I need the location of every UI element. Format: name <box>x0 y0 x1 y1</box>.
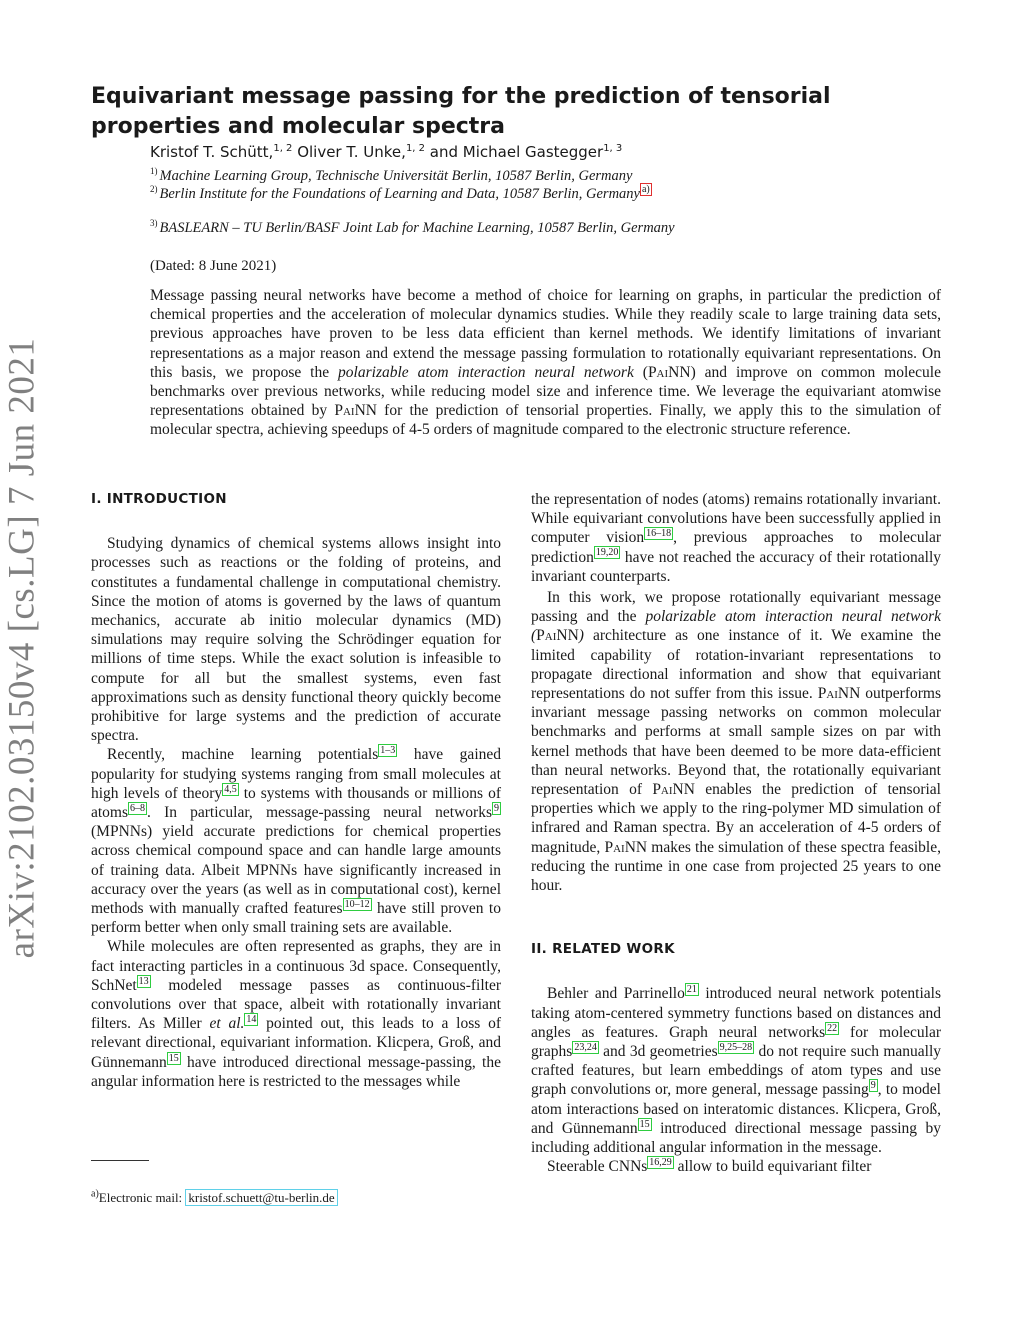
citation-link[interactable]: 16,29 <box>649 1157 672 1169</box>
section-heading-introduction: I. INTRODUCTION <box>91 491 227 507</box>
date-line: (Dated: 8 June 2021) <box>150 258 277 274</box>
left-column <box>91 490 501 1091</box>
citation-link[interactable]: 10–12 <box>344 898 370 910</box>
citation-link[interactable]: 13 <box>138 975 149 987</box>
citation-link[interactable]: 22 <box>827 1022 838 1034</box>
abstract: Message passing neural networks have become a method of choice for learning on graphs, in particular the prediction of chemical properties and the acceleration of molecular dynamics studies. While they readily scale to large training data sets, previous approaches have proven to be less data efficient than kernel methods. We identify limitations of invariant representations as a major reason and extend the message passing formulation to rotationally equivariant representations. On this basis, we propose the polarizable atom interaction neural network (PaiNN) and improve on common molecule benchmarks over previous networks, while reducing model size and inference time. We leverage the equivariant atomwise representations obtained by PaiNN for the prediction of tensorial properties. Finally, we apply this to the simulation of molecular spectra, achieving speedups of 4-5 orders of magnitude compared to the electronic structure reference. <box>150 287 941 439</box>
citation-link[interactable]: 19,20 <box>595 547 619 559</box>
citation-link[interactable]: 6–8 <box>130 802 146 814</box>
citation-link[interactable]: 9,25–28 <box>719 1041 753 1053</box>
related-paragraph-1: Behler and Parrinello $^{21}$ introduced neural network potentials taking atom-centered symmetry functions based on distances and angles as features. Graph neural networks $^{22}$ for molecular graphs $^{23,24}$ and 3d geometries $^{9,25-28}$ do not require such manually crafted features, but learn embeddings of atom types and use graph convolutions or, more general, message passing $^9$ , to model atom interactions based on interatomic distances. Klicpera, Groß, and Günnemann $^{15}$ introduced directional message passing by including additional angular information in the message. <box>531 984 941 1157</box>
citation-link[interactable]: 9 <box>870 1080 876 1092</box>
author-1: Kristof T. Schütt, <box>150 143 274 161</box>
affiliation-3: $^{3)}$ BASLEARN – TU Berlin/BASF Joint Lab for Machine Learning, 10587 Berlin, Germany <box>150 218 675 236</box>
author-list: Kristof T. Schütt,$^{1, 2}$ Oliver T. Unke,$^{1, 2}$ and Michael Gastegger$^{1, 3}$ <box>150 143 623 161</box>
email-link[interactable]: kristof.schuett@tu-berlin.de <box>185 1189 337 1206</box>
citation-link[interactable]: 21 <box>686 984 697 996</box>
citation-link[interactable]: 15 <box>639 1118 650 1130</box>
citation-link[interactable]: 23,24 <box>574 1041 597 1053</box>
intro-paragraph-3-cont: the representation of nodes (atoms) remains rotationally invariant. While equivariant convolutions have been successfully applied in computer vision $^{16-18}$ , previous approaches to molecular prediction $^{19,20}$ have not reached the accuracy of their rotationally invariant counterparts. <box>531 491 941 585</box>
footnote: $^{a)}$Electronic mail: kristof.schuett@tu-berlin.de <box>91 1190 338 1206</box>
intro-paragraph-4: In this work, we propose rotationally equivariant message passing and the polarizable atom interaction neural network (PaiNN) architecture as one instance of it. We examine the limited capability of rotation-invariant representations to propagate directional information and show that equivariant representations do not suffer from this issue. PaiNN outperforms invariant message passing networks on common molecular benchmarks and performs at small sample sizes on par with kernel methods that have been deemed to be more data-efficient than neural networks. Beyond that, the rotationally equivariant representation of PaiNN enables the prediction of tensorial properties which we apply to the ring-polymer MD simulation of infrared and Raman spectra. By an acceleration of 4-5 orders of magnitude, PaiNN makes the simulation of these spectra feasible, reducing the runtime in one case from projected 25 years to one hour. <box>531 589 941 895</box>
paper-title: Equivariant message passing for the prediction of tensorial properties and molecular spectra <box>91 84 831 139</box>
citation-link[interactable]: 16–18 <box>646 528 672 540</box>
footnote-link[interactable]: a) <box>641 184 650 195</box>
section-heading-related-work: II. RELATED WORK <box>531 941 675 958</box>
intro-paragraph-3: While molecules are often represented as graphs, they are in fact interacting particles in a continuous 3d space. Consequently, SchNet $^{13}$ modeled message passes as continuous-filter convolutions over that space, albeit with rotationally invariant filters. As Miller et al. $^{14}$ pointed out, this leads to a loss of relevant directional, equivariant information. Klicpera, Groß, and Günnemann $^{15}$ have introduced directional message-passing, the angular information here is restricted to the messages while <box>91 938 501 1090</box>
intro-paragraph-1: Studying dynamics of chemical systems allows insight into processes such as reactions or the folding of proteins, and constitutes a fundamental challenge in computational chemistry. Since the motion of atoms is governed by the laws of quantum mechanics, accurate ab initio molecular dynamics (MD) simulations may require solving the Schrödinger equation for millions of time steps. While the exact solution is infeasible to compute for all but the smallest systems, even fast approximations such as density functional theory quickly become prohibitive for large systems and the prediction of accurate spectra. <box>91 535 501 745</box>
citation-link[interactable]: 4,5 <box>224 783 237 795</box>
affiliation-2: $^{2)}$ Berlin Institute for the Foundations of Learning and Data, 10587 Berlin, Germany $^{a)}$ <box>150 184 650 202</box>
citation-link[interactable]: 9 <box>494 802 499 814</box>
footnote-rule <box>91 1160 149 1161</box>
affiliation-1: $^{1)}$ Machine Learning Group, Technische Universität Berlin, 10587 Berlin, Germany <box>150 166 633 184</box>
citation-link[interactable]: 1–3 <box>380 745 396 757</box>
citation-link[interactable]: 15 <box>168 1052 179 1064</box>
related-paragraph-2: Steerable CNNs $^{16,29}$ allow to build equivariant filter <box>547 1157 872 1176</box>
citation-link[interactable]: 14 <box>246 1014 257 1026</box>
right-column <box>531 490 941 1177</box>
author-3: and Michael Gastegger <box>425 143 604 161</box>
intro-paragraph-2: Recently, machine learning potentials $^{1-3}$ have gained popularity for studying systems ranging from small molecules at high levels of theory $^{4,5}$ to systems with thousands or millions of atoms $^{6-8}$ . In particular, message-passing neural networks $^9$ (MPNNs) yield accurate predictions for chemical properties across chemical compound space and can handle large amounts of training data. Albeit MPNNs have significantly increased in accuracy over the years (as well as in computational cost), kernel methods with manually crafted features $^{10-12}$ have still proven to perform better when only small training sets are available. <box>91 745 502 937</box>
author-2: Oliver T. Unke, <box>292 143 406 161</box>
